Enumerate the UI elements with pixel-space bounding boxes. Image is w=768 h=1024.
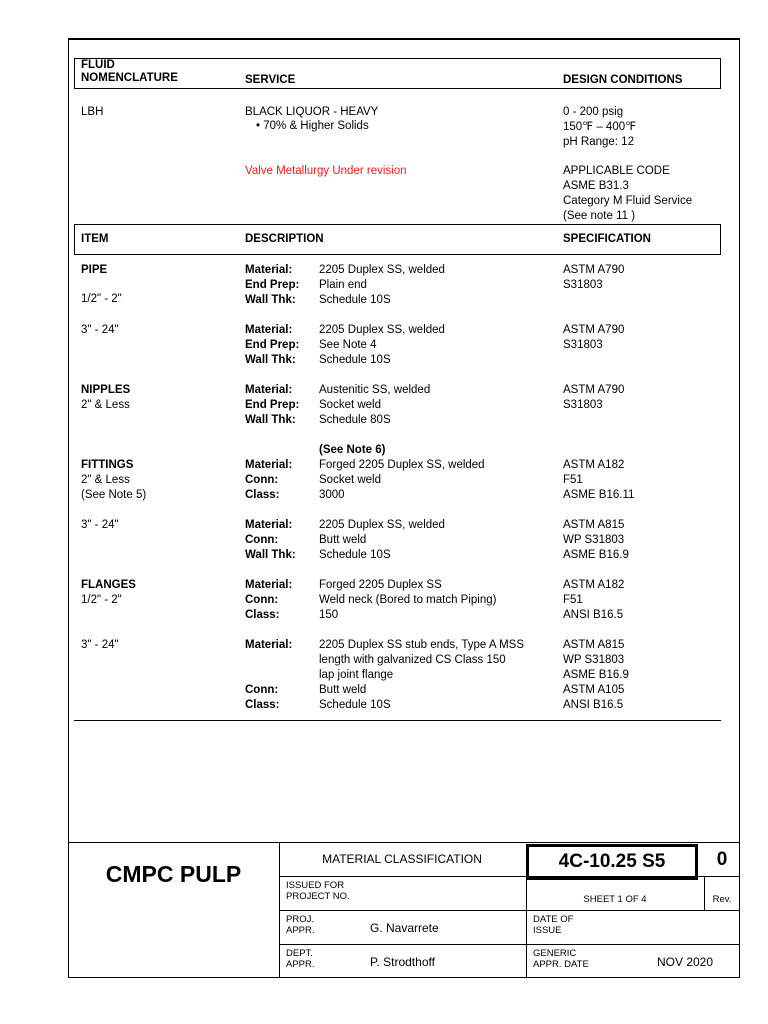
item-fittings-title: FITTINGS bbox=[81, 459, 134, 471]
nipples-spec-2: S31803 bbox=[563, 399, 603, 411]
titleblock-row-3 bbox=[279, 944, 740, 945]
header-service: SERVICE bbox=[245, 74, 296, 86]
label-end-prep: End Prep: bbox=[245, 339, 300, 351]
applicable-code-category: Category M Fluid Service bbox=[563, 195, 693, 207]
sheet-number: SHEET 1 OF 4 bbox=[583, 894, 647, 905]
header-description: DESCRIPTION bbox=[245, 233, 324, 245]
label-end-prep: End Prep: bbox=[245, 399, 300, 411]
applicable-code bbox=[563, 164, 692, 224]
section-end-rule bbox=[74, 720, 721, 721]
fittings1-material: Forged 2205 Duplex SS, welded bbox=[319, 459, 485, 471]
fittings2-wall: Schedule 10S bbox=[319, 549, 391, 561]
fittings1-spec-1: ASTM A182 bbox=[563, 459, 625, 471]
nipples-spec-1: ASTM A790 bbox=[563, 384, 625, 396]
label-class: Class: bbox=[245, 699, 280, 711]
pipe1-spec bbox=[563, 263, 624, 293]
fittings1-labels bbox=[245, 458, 292, 503]
header-specification: SPECIFICATION bbox=[563, 233, 651, 245]
fittings1-class: 3000 bbox=[319, 489, 345, 501]
label-wall-thk: Wall Thk: bbox=[245, 354, 296, 366]
flanges2-spec bbox=[563, 638, 629, 713]
pipe2-wall: Schedule 10S bbox=[319, 354, 391, 366]
design-ph: pH Range: 12 bbox=[563, 136, 634, 148]
flanges2-conn: Butt weld bbox=[319, 684, 367, 696]
nipples-values bbox=[319, 383, 430, 428]
pipe1-values bbox=[319, 263, 445, 308]
fluid-service-bullet-text: 70% & Higher Solids bbox=[263, 120, 369, 132]
label-material: Material: bbox=[245, 384, 293, 396]
flanges1-spec-3: ANSI B16.5 bbox=[563, 609, 624, 621]
design-temperature: 150℉ – 400℉ bbox=[563, 121, 637, 133]
header-design-conditions: DESIGN CONDITIONS bbox=[563, 74, 683, 86]
fittings2-conn: Butt weld bbox=[319, 534, 367, 546]
fittings1-spec-2: F51 bbox=[563, 474, 583, 486]
flanges2-material-1: 2205 Duplex SS stub ends, Type A MSS bbox=[319, 639, 525, 651]
dept-appr-name: P. Strodthoff bbox=[370, 955, 435, 969]
item-fittings bbox=[81, 458, 146, 503]
applicable-code-note: (See note 11 ) bbox=[563, 210, 636, 222]
fittings1-conn: Socket weld bbox=[319, 474, 382, 486]
item-pipe-title: PIPE bbox=[81, 264, 108, 276]
fittings1-spec-3: ASME B16.11 bbox=[563, 489, 635, 501]
flanges2-values bbox=[319, 638, 524, 713]
item-fittings-size-note: (See Note 5) bbox=[81, 489, 147, 501]
flanges2-spec-3: ASME B16.9 bbox=[563, 669, 629, 681]
generic-appr-date-label: GENERIC APPR. DATE bbox=[533, 948, 589, 970]
dept-appr-label: DEPT. APPR. bbox=[286, 948, 315, 970]
label-material: Material: bbox=[245, 264, 293, 276]
fittings2-spec bbox=[563, 518, 629, 563]
item-flanges bbox=[81, 578, 136, 608]
fittings2-spec-2: WP S31803 bbox=[563, 534, 625, 546]
titleblock-divider-2 bbox=[526, 876, 527, 978]
nipples-wall: Schedule 80S bbox=[319, 414, 391, 426]
flanges1-spec-1: ASTM A182 bbox=[563, 579, 625, 591]
label-conn: Conn: bbox=[245, 534, 279, 546]
fittings2-values bbox=[319, 518, 445, 563]
header-item: ITEM bbox=[81, 233, 109, 245]
issued-for-label: ISSUED FOR PROJECT NO. bbox=[286, 880, 350, 902]
fittings1-spec bbox=[563, 458, 634, 503]
flanges1-class: 150 bbox=[319, 609, 339, 621]
flanges2-spec-4: ASTM A105 bbox=[563, 684, 625, 696]
flanges2-material-3: lap joint flange bbox=[319, 669, 394, 681]
fittings2-spec-3: ASME B16.9 bbox=[563, 549, 629, 561]
flanges2-material-2: length with galvanized CS Class 150 bbox=[319, 654, 506, 666]
header-fluid-nomenclature: FLUID NOMENCLATURE bbox=[81, 59, 178, 84]
flanges2-spec-5: ANSI B16.5 bbox=[563, 699, 624, 711]
fittings1-values bbox=[319, 458, 485, 503]
label-end-prep: End Prep: bbox=[245, 279, 300, 291]
rev-number: 0 bbox=[716, 849, 728, 870]
rev-label: Rev. bbox=[712, 894, 732, 905]
item-fittings-size-1: 2" & Less bbox=[81, 474, 130, 486]
doc-type: MATERIAL CLASSIFICATION bbox=[322, 852, 482, 866]
nipples-end-prep: Socket weld bbox=[319, 399, 382, 411]
label-conn: Conn: bbox=[245, 684, 279, 696]
date-of-issue-label: DATE OF ISSUE bbox=[533, 914, 574, 936]
label-class: Class: bbox=[245, 609, 280, 621]
item-fittings-size-2: 3" - 24" bbox=[81, 519, 119, 531]
applicable-code-title: APPLICABLE CODE bbox=[563, 165, 670, 177]
item-nipples-title: NIPPLES bbox=[81, 384, 131, 396]
flanges1-spec-2: F51 bbox=[563, 594, 583, 606]
fittings2-spec-1: ASTM A815 bbox=[563, 519, 625, 531]
flanges2-labels bbox=[245, 683, 280, 713]
pipe1-labels bbox=[245, 263, 299, 308]
design-pressure: 0 - 200 psig bbox=[563, 106, 624, 118]
item-pipe-size-2: 3" - 24" bbox=[81, 324, 119, 336]
item-nipples-size: 2" & Less bbox=[81, 399, 130, 411]
nipples-material: Austenitic SS, welded bbox=[319, 384, 431, 396]
proj-appr-name: G. Navarrete bbox=[370, 921, 439, 935]
nipples-spec bbox=[563, 383, 624, 413]
fittings2-material: 2205 Duplex SS, welded bbox=[319, 519, 445, 531]
applicable-code-standard: ASME B31.3 bbox=[563, 180, 629, 192]
label-wall-thk: Wall Thk: bbox=[245, 294, 296, 306]
titleblock-row-2 bbox=[279, 910, 740, 911]
pipe2-material: 2205 Duplex SS, welded bbox=[319, 324, 445, 336]
flanges2-label-material: Material: bbox=[245, 639, 293, 651]
pipe1-end-prep: Plain end bbox=[319, 279, 367, 291]
pipe1-spec-2: S31803 bbox=[563, 279, 603, 291]
doc-number: 4C-10.25 S5 bbox=[526, 844, 698, 880]
label-class: Class: bbox=[245, 489, 280, 501]
item-flanges-title: FLANGES bbox=[81, 579, 136, 591]
fluid-code: LBH bbox=[81, 106, 104, 118]
flanges1-conn: Weld neck (Bored to match Piping) bbox=[319, 594, 497, 606]
label-conn: Conn: bbox=[245, 474, 279, 486]
label-material: Material: bbox=[245, 324, 293, 336]
flanges2-class: Schedule 10S bbox=[319, 699, 391, 711]
label-material: Material: bbox=[245, 579, 293, 591]
flanges1-spec bbox=[563, 578, 624, 623]
pipe2-values bbox=[319, 323, 445, 368]
pipe2-spec-2: S31803 bbox=[563, 339, 603, 351]
fluid-service: BLACK LIQUOR - HEAVY bbox=[245, 106, 379, 118]
proj-appr-label: PROJ. APPR. bbox=[286, 914, 315, 936]
fluid-service-bullet: • 70% & Higher Solids bbox=[256, 120, 369, 132]
flanges1-labels bbox=[245, 578, 292, 623]
generic-appr-date-value: NOV 2020 bbox=[657, 955, 714, 969]
label-wall-thk: Wall Thk: bbox=[245, 549, 296, 561]
label-conn: Conn: bbox=[245, 594, 279, 606]
item-flanges-size-1: 1/2" - 2" bbox=[81, 594, 122, 606]
pipe2-labels bbox=[245, 323, 299, 368]
flanges1-values bbox=[319, 578, 496, 623]
pipe1-wall: Schedule 10S bbox=[319, 294, 391, 306]
item-pipe-size-1: 1/2" - 2" bbox=[81, 293, 122, 305]
pipe1-spec-1: ASTM A790 bbox=[563, 264, 625, 276]
pipe2-end-prep: See Note 4 bbox=[319, 339, 377, 351]
label-wall-thk: Wall Thk: bbox=[245, 414, 296, 426]
valve-metallurgy-note: Valve Metallurgy Under revision bbox=[245, 165, 407, 177]
flanges1-material: Forged 2205 Duplex SS bbox=[319, 579, 442, 591]
item-flanges-size-2: 3" - 24" bbox=[81, 639, 119, 651]
fittings-see-note-6: (See Note 6) bbox=[319, 444, 386, 456]
pipe2-spec-1: ASTM A790 bbox=[563, 324, 625, 336]
titleblock-top-border bbox=[68, 842, 740, 843]
nipples-labels bbox=[245, 383, 299, 428]
label-material: Material: bbox=[245, 519, 293, 531]
fittings2-labels bbox=[245, 518, 296, 563]
design-conditions bbox=[563, 105, 636, 150]
pipe1-material: 2205 Duplex SS, welded bbox=[319, 264, 445, 276]
flanges2-spec-1: ASTM A815 bbox=[563, 639, 625, 651]
label-material: Material: bbox=[245, 459, 293, 471]
item-nipples bbox=[81, 383, 130, 413]
company-name: CMPC PULP bbox=[105, 861, 242, 887]
flanges2-spec-2: WP S31803 bbox=[563, 654, 625, 666]
pipe2-spec bbox=[563, 323, 624, 353]
